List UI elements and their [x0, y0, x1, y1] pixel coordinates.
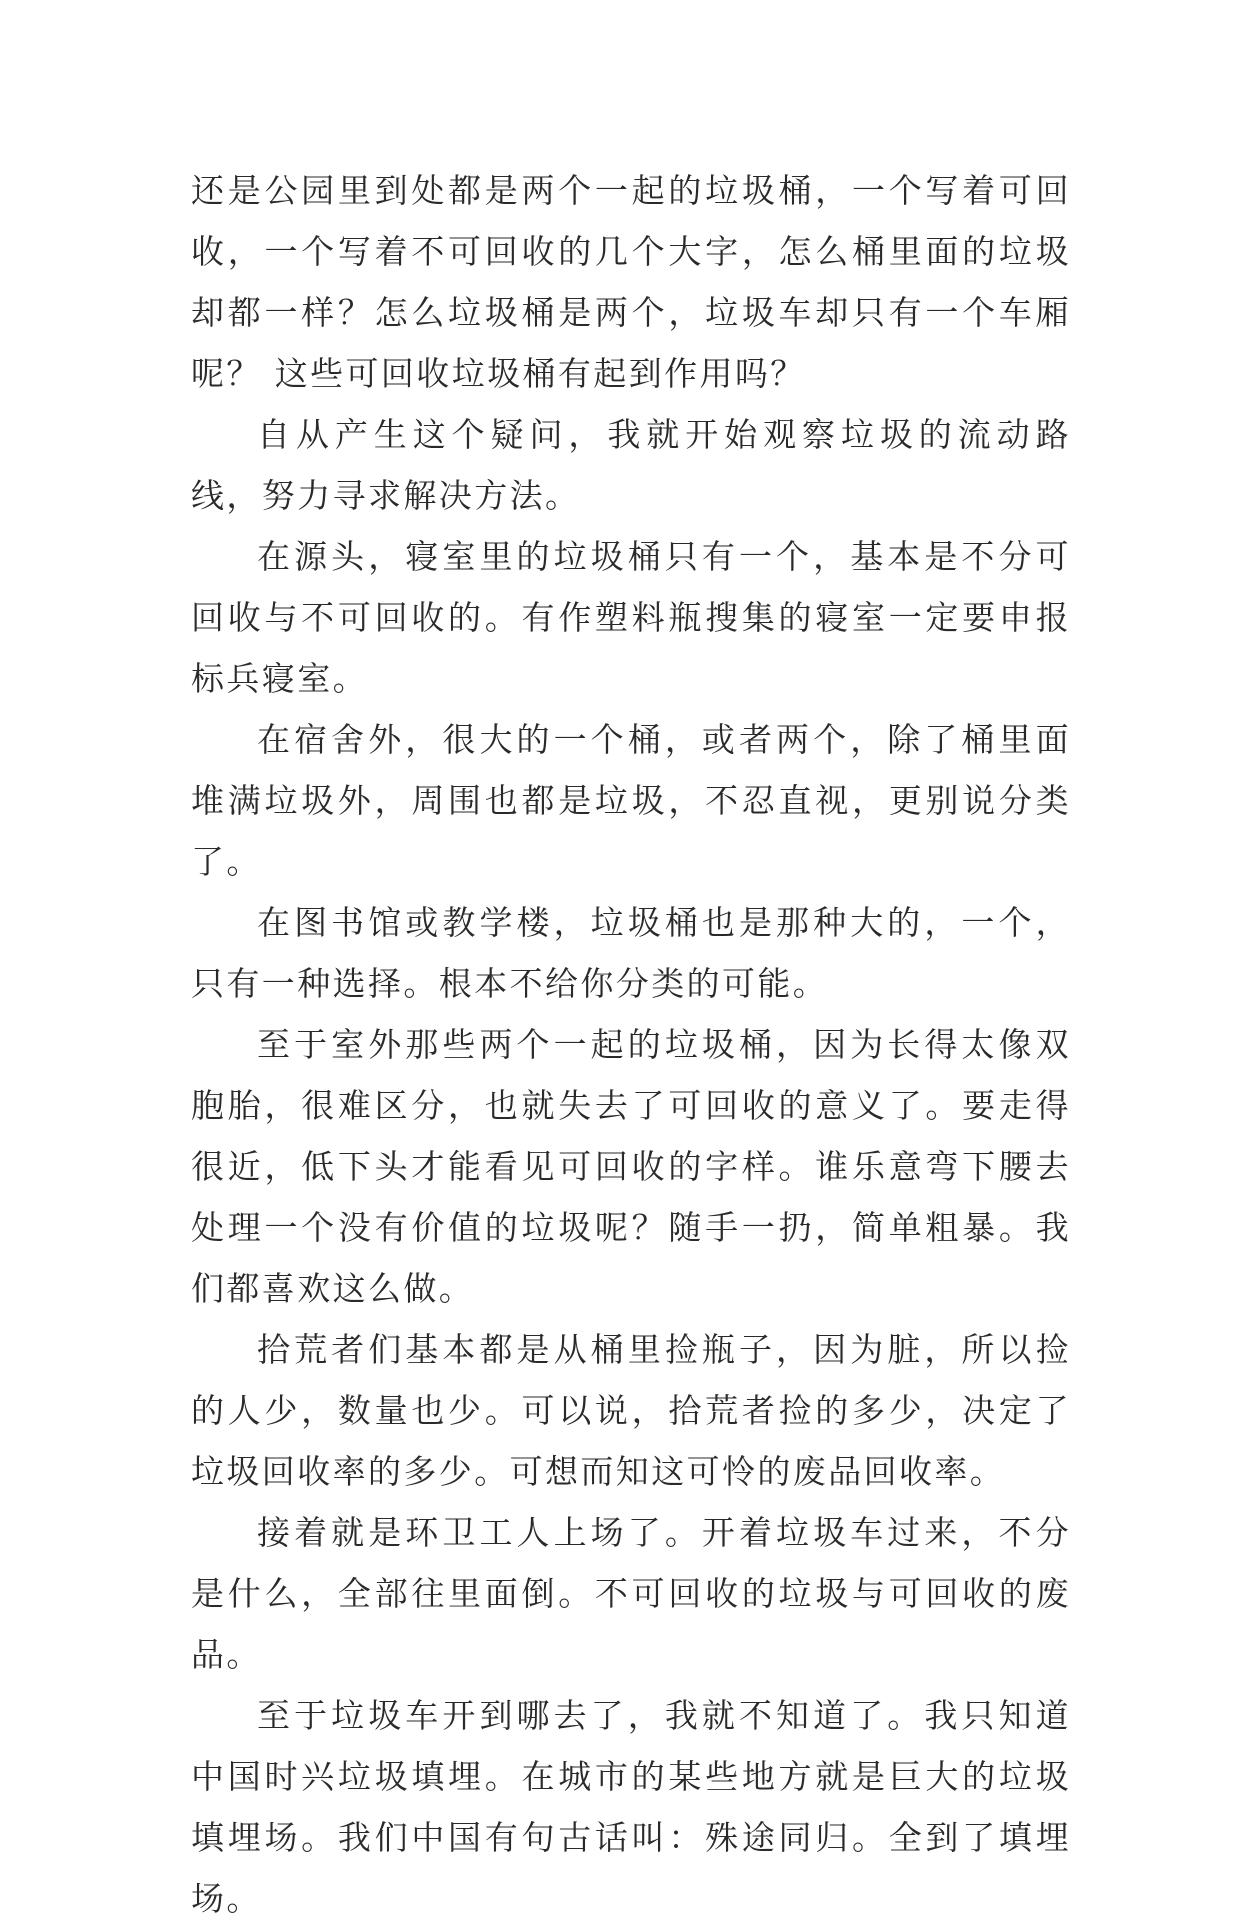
document-body	[191, 160, 1071, 1929]
paragraph-3: 在源头，寝室里的垃圾桶只有一个，基本是不分可回收与不可回收的。有作塑料瓶搜集的寝室一定要申报标兵寝室。	[191, 537, 1071, 698]
paragraph-1: 还是公园里到处都是两个一起的垃圾桶，一个写着可回收，一个写着不可回收的几个大字，怎么桶里面的垃圾却都一样？怎么垃圾桶是两个，垃圾车却只有一个车厢呢？ 这些可回收垃圾桶有起到作用吗？	[191, 171, 1071, 393]
paragraph-6: 至于室外那些两个一起的垃圾桶，因为长得太像双胞胎，很难区分，也就失去了可回收的意义了。要走得很近，低下头才能看见可回收的字样。谁乐意弯下腰去处理一个没有价值的垃圾呢？随手一扔，简单粗暴。我们都喜欢这么做。	[191, 1025, 1071, 1308]
paragraph-7: 拾荒者们基本都是从桶里捡瓶子，因为脏，所以捡的人少，数量也少。可以说，拾荒者捡的多少，决定了垃圾回收率的多少。可想而知这可怜的废品回收率。	[191, 1330, 1071, 1491]
paragraph-8: 接着就是环卫工人上场了。开着垃圾车过来，不分是什么，全部往里面倒。不可回收的垃圾与可回收的废品。	[191, 1513, 1071, 1674]
paragraph-9: 至于垃圾车开到哪去了，我就不知道了。我只知道中国时兴垃圾填埋。在城市的某些地方就是巨大的垃圾填埋场。我们中国有句古话叫：殊途同归。全到了填埋场。	[191, 1696, 1071, 1918]
paragraph-2: 自从产生这个疑问，我就开始观察垃圾的流动路线，努力寻求解决方法。	[191, 415, 1071, 515]
paragraph-5: 在图书馆或教学楼，垃圾桶也是那种大的，一个，只有一种选择。根本不给你分类的可能。	[191, 903, 1071, 1003]
paragraph-4: 在宿舍外，很大的一个桶，或者两个，除了桶里面堆满垃圾外，周围也都是垃圾，不忍直视，更别说分类了。	[191, 720, 1071, 881]
